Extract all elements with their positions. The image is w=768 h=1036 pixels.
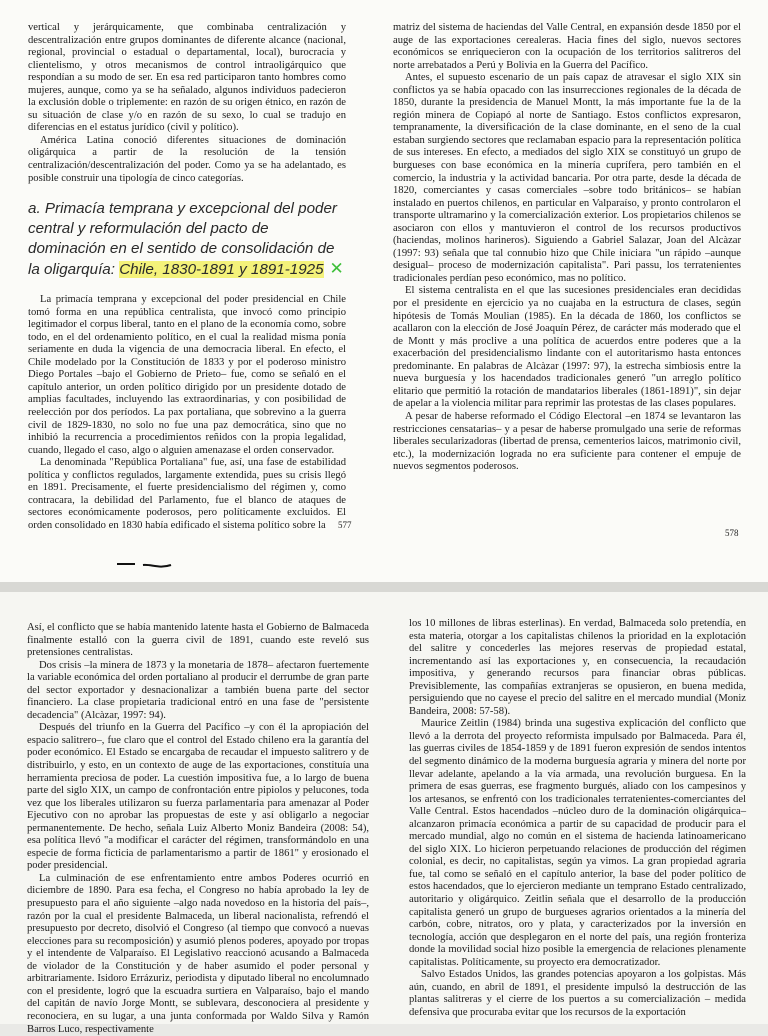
- pen-stroke-icon: [115, 560, 175, 572]
- paragraph: Salvo Estados Unidos, las grandes potencias apoyaron a los golpistas. Más aún, cuando, en abril de 1891, el presidente impulsó la destrucción de las plantas salitreras y el cierre de los puertos a su comercialización – medida defensiva que procuraba evitar que los recursos de la exportación: [409, 969, 746, 1018]
- paragraph: Así, el conflicto que se había mantenido latente hasta el Gobierno de Balmaceda finalmente estalló con la guerra civil de 1891, cuando este reveló sus pretensiones centralistas.: [27, 622, 369, 659]
- paragraph: Antes, el supuesto escenario de un país capaz de atravesar el siglo XIX sin conflictos ya se había opacado con las insurrecciones regionales de la década de 1850, durante la presidencia de Manuel Montt, la más importante fue la de la región minera de Copiapó al norte de Santiago. Estos conflictos expresaron, tempranamente, la diversificación de la clase dominante, en el seno de la cual estaban surgiendo sectores que reclamaban espacio para la representación política de sus intereses. En efecto, a mediados del siglo XIX se constituyó un grupo de burgueses con base económica en la minería cuprífera, pero también en el comercio, la industria y la actividad bancaria. Por otra parte, desde la década de 1820, comerciantes y casas comerciales –sobre todo británicos– se habían instalado en puertos chilenos, en particular en Valparaíso, y pronto controlaron el transporte ultramarino y la comercialización exterior. Los propietarios chilenos se asociaron con ellos y mantuvieron el control de los recursos productivos (haciendas, molinos harineros). Siguiendo a Gabriel Salazar, Joan del Alcàzar (1997: 93) señala que tal connubio hizo que Chile iniciara "un rápido –aunque desigual– proceso de modernización capitalista". Pari passu, los terratenientes tradicionales perdían peso económico, mas no político.: [393, 72, 741, 284]
- page-577-column: [28, 22, 346, 533]
- page-number: 578: [725, 528, 739, 538]
- page-separator: [0, 582, 768, 592]
- paragraph: vertical y jerárquicamente, que combinaba centralización y descentralización entre grupos dominantes de diferente alcance (nacional, regional, provincial o estadual o departamental, local), burocracia y clientelismo, y otros mecanismos de control intraoligárquico que respondían a su modo de ser. En esa red participaron tanto hombres como mujeres, aunque, como ya se ha señalado, algunos individuos padecieron la exclusión doble o triplemente: en razón de su origen étnico, en razón de su situación de clase y/o en razón de su sexo, lo cual se tradujo en diferencias en el estatus jurídico (civil y político).: [28, 22, 346, 134]
- page-578-column: [393, 22, 741, 474]
- paragraph: La denominada "República Portaliana" fue, así, una fase de estabilidad política y conflictos regulados, largamente extendida, pues su crisis llegó en 1891. Precisamente, el fuerte presidencialismo del régimen y, como contracara, la debilidad del Parlamento, fue el blanco de ataques de sectores económicamente poderosos, pero políticamente excluidos. El orden consolidado en 1830 había edificado el sistema político sobre la: [28, 457, 346, 531]
- paragraph: América Latina conoció diferentes situaciones de dominación oligárquica a partir de la resolución de la tensión centralización/descentralización del poder. Como ya se ha adelantado, es posible construir una tipología de cinco categorías.: [28, 134, 346, 184]
- bottom-right-column: [409, 618, 746, 1020]
- highlighted-heading-text: Chile, 1830-1891 y 1891-1925: [119, 261, 324, 279]
- page-number: 577: [338, 520, 352, 530]
- bottom-left-column: [27, 622, 369, 1036]
- paragraph: los 10 millones de libras esterlinas). En verdad, Balmaceda solo pretendía, en esta materia, otorgar a los capitalistas chilenos la prioridad en la explotación del salitre y concederles las mejores reservas de propiedad estatal, incrementando así las exportaciones y, en consecuencia, la recaudación impositiva, y generando recursos para financiar obras públicas. Previsiblemente, las compañías extranjeras se opusieron, en buena medida, persiguiendo que no cayese el precio del salitre en el mercado mundial (Moniz Bandeira, 2008: 57-58).: [409, 618, 746, 717]
- handwritten-mark-icon: ✕: [329, 259, 344, 279]
- paragraph: El sistema centralista en el que las sucesiones presidenciales eran decididas por el presidente en ejercicio ya no cuajaba en la estructura de clases, según hipótesis de Tomás Moulian (1985). En la década de 1860, los conflictos se acallaron con la elección de José Joaquín Pérez, de carácter más moderado que el de Montt y más proclive a una política de acuerdos entre poderes que a la exacerbación del presidencialismo lindante con el autoritarismo hasta entonces predominante. En palabras de Alcàzar (1997: 97), la estrecha simbiosis entre la nueva burguesía y los hacendados tradicionales generó "un arreglo político elitario que permitió la rotación de mandatarios liberales (1861-1891)", sin dejar de apelar a la violencia militar para reprimir las protestas de las clases populares.: [393, 285, 741, 410]
- paragraph: Maurice Zeitlin (1984) brinda una sugestiva explicación del conflicto que llevó a la derrota del proyecto reformista impulsado por Balmaceda. Para él, las guerras civiles de 1854-1859 y de 1891 fueron expresión de sendos intentos del segmento dinámico de la moderna burguesía agraria y minera del norte por llevar adelante, apelando a la vía armada, una revolución burguesa. En la primera de esas guerras, ese fragmento burgués, aliado con los campesinos y los artesanos, se enfrentó con los tradicionales terratenientes-comerciantes del Valle Central. Estos hacendados –núcleo duro de la dominación oligárquica– alcanzaron primacía económica a partir de su capacidad de producir para el mercado mundial, algo no común en el sistema de hacienda latinoamericano del siglo XIX. Lo hicieron perpetuando relaciones de producción del régimen colonial, es decir, no capitalistas, según ya vimos. La gran propiedad agraria fue, tal como se señaló en el capítulo anterior, la base del poder político de estos hacendados, que lo ejercieron mediante un temprano Estado centralizado, autoritario y oligárquico. Zeitlin señala que el desarrollo de la producción capitalista generó un grupo de burgueses agrarios orientados a la minería del carbón, cobre, nitratos, oro y plata, y caracterizados por la inversión en tecnología, acción que desplegaron en el norte del país, una región fronteriza donde la movilidad social hizo posible la emergencia de relaciones plenamente capitalistas. Políticamente, su proyecto era democratizador.: [409, 718, 746, 968]
- paragraph: La primacía temprana y excepcional del poder presidencial en Chile tomó forma en una república centralista, que invocó como principio legitimador el corpus liberal, tanto en el plano de la economía como, sobre todo, en el del ordenamiento político, en el cual la realidad misma ponía seriamente en duda la vigencia de una democracia liberal. En efecto, el Chile modelado por la Constitución de 1833 y por el poderoso ministro Diego Portales –bajo el Gobierno de Prieto– fue, como se señaló en el capítulo anterior, un orden político dirigido por un presidente dotado de amplias facultades, incluyendo las extraordinarias, y con posibilidad de reelección por dos períodos. La pax portaliana, que sobrevino a la guerra civil de 1829-1830, no solo no fue una paz democrática, sino que no inhibió la recurrencia a procedimientos reñidos con la propia legalidad, cuando, llegado el caso, algo o alguien amenazase el orden conservador.: [28, 294, 346, 456]
- paragraph: Dos crisis –la minera de 1873 y la monetaria de 1878– afectaron fuertemente la variable económica del orden portaliano al producir el derrumbe de gran parte del sector exportador y desnacionalizar a también buena parte del sector financiero. La clase propietaria tradicional entró en una fase de "persistente decadencia" (Alcàzar, 1997: 94).: [27, 659, 369, 721]
- paragraph: Después del triunfo en la Guerra del Pacífico –y con él la apropiación del espacio salitrero–, fue claro que el control del Estado chileno era la garantía del poder económico. El Estado se encargaba de recaudar el impuesto salitrero y de distribuirlo, y esto, en un contexto de auge de las exportaciones, constituía una herramienta preciosa de poder. La cuestión impositiva fue, a lo largo de buena parte del siglo XIX, un campo de confrontación entre pipiolos y pelucones, toda vez que los liberales utilizaron su fuerza parlamentaria para amenazar al Poder Ejecutivo con no aprobar las propuestas de este y así obligarlo a negociar permanentemente. De hecho, señala Luiz Alberto Moniz Bandeira (2008: 54), esa política llevó "a modificar el carácter del régimen, transformándolo en una especie de forma ficticia de parlamentarismo a partir de 1861" y erosionado el poder presidencial.: [27, 722, 369, 872]
- paragraph: matriz del sistema de haciendas del Valle Central, en expansión desde 1850 por el auge de las exportaciones cerealeras. Hacia fines del siglo, nuevos sectores económicos se enriquecieron con la ocupación de los territorios salitreros del norte arrebatados a Perú y Bolivia en la Guerra del Pacífico.: [393, 22, 741, 71]
- paragraph: A pesar de haberse reformado el Código Electoral –en 1874 se levantaron las restricciones censatarias– y a pesar de haberse promulgado una serie de reformas liberales secularizadoras (libertad de prensa, cementerios laicos, matrimonio civil, etc.), la modernización lograda no era suficiente para contener el empuje de nuevos segmentos poderosos.: [393, 410, 741, 473]
- section-heading: [28, 199, 346, 280]
- paragraph: La culminación de ese enfrentamiento entre ambos Poderes ocurrió en diciembre de 1890. Para esa fecha, el Congreso no había aprobado la ley de presupuesto para el año siguiente –algo nada novedoso en la historia del país–, razón por la cual el presidente Balmaceda, un liberal nacionalista, refrendó el presupuesto por decreto, disolvió el Congreso (al tiempo que convocó a nuevas elecciones para su recomposición) y asumió plenos poderes, apoyado por tropas y el intendente de Valparaíso. El Legislativo reaccionó acusando a Balmaceda de violador de la Constitución y de haber asumido el poder personal y arbitrariamente. Isidoro Errázuriz, periodista y diputado liberal no encolumnado con el presidente, logró que la escuadra surtiera en Valparaíso, bajo el mando del capitán de navío Jorge Montt, se sublevara, desconociera al presidente y reconociera, en su lugar, a una junta conformada por Waldo Silva y Ramón Barros Luco, respectivamente: [27, 872, 369, 1035]
- section-heading-text: a. Primacía temprana y excepcional del poder central y reformulación del pacto de dominación en el sentido de consolidación de la oligarquía:: [28, 200, 337, 279]
